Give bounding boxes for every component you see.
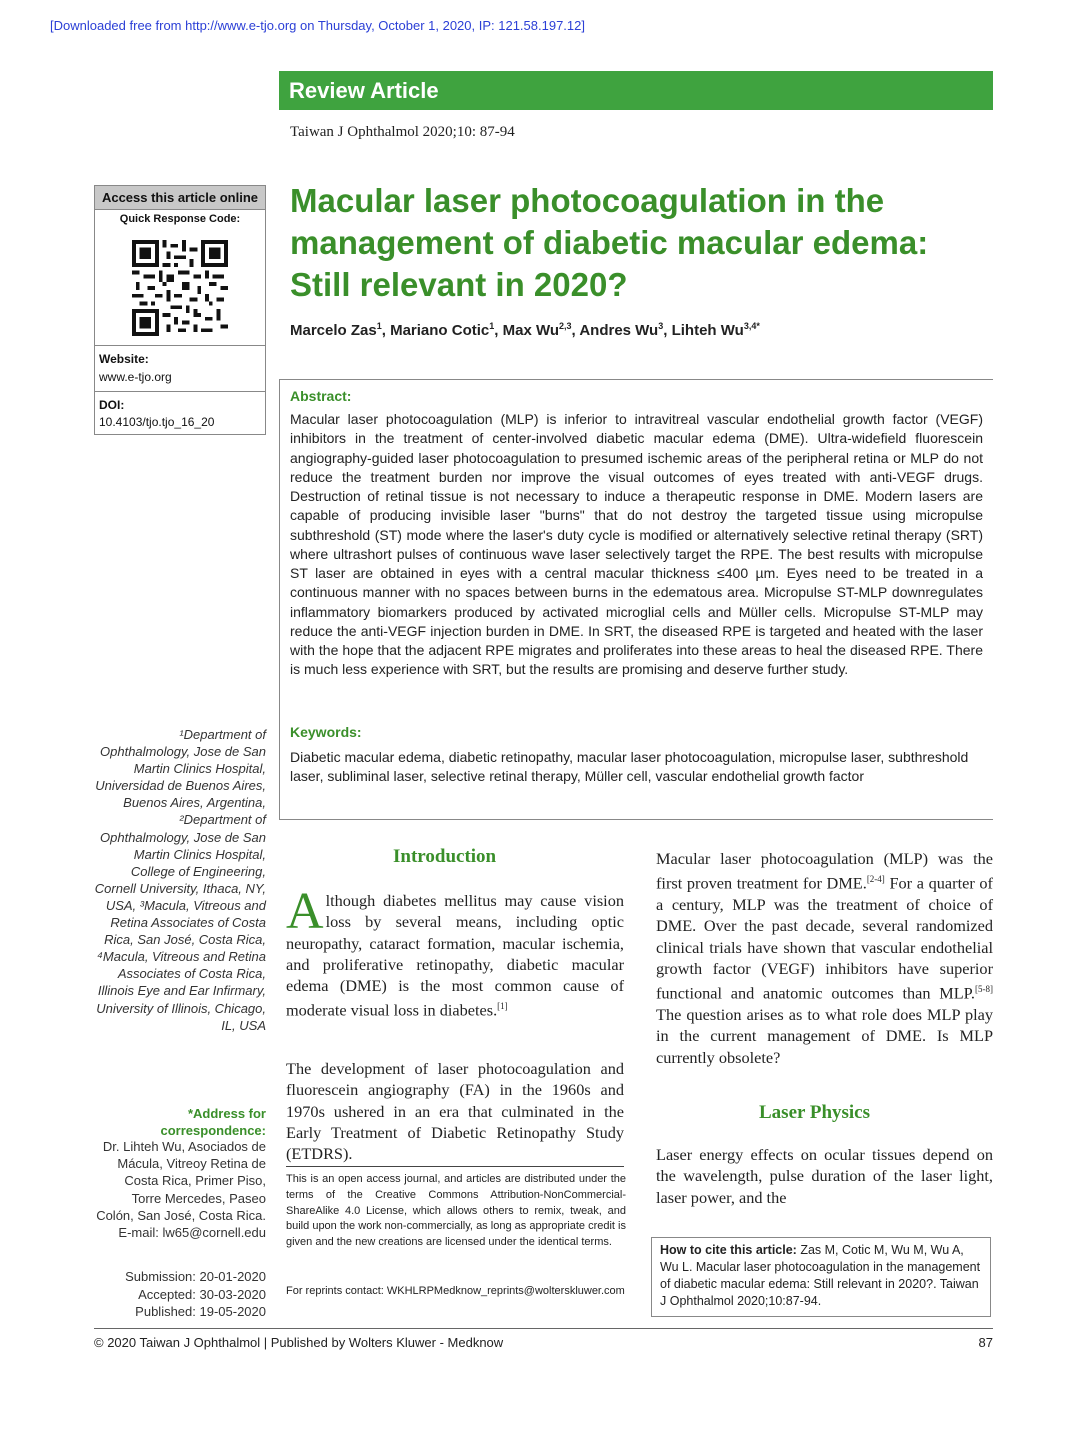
download-banner: [Downloaded free from http://www.e-tjo.org on Thursday, October 1, 2020, IP: 121.58.197.12] xyxy=(50,18,585,33)
article-dates xyxy=(94,1268,266,1321)
submission-date: Submission: 20-01-2020 xyxy=(125,1269,266,1284)
abstract-left-rule xyxy=(279,379,280,819)
divider xyxy=(95,345,265,346)
published-date: Published: 19-05-2020 xyxy=(135,1304,266,1319)
page-number: 87 xyxy=(978,1335,993,1350)
correspondence-text: Dr. Lihteh Wu, Asociados de Mácula, Vitreoy Retina de Costa Rica, Primer Piso, Torre Mercedes, Paseo Colón, San José, Costa Rica. E-mail: lw65@cornell.edu xyxy=(96,1139,266,1241)
author-aff: 2,3 xyxy=(559,321,572,331)
author-name: Mariano Cotic xyxy=(390,322,490,339)
article-type-label: Review Article xyxy=(289,78,439,103)
author-name: Lihteh Wu xyxy=(671,322,744,339)
access-article-box xyxy=(94,185,266,435)
author-name: Andres Wu xyxy=(579,322,659,339)
article-title: Macular laser photocoagulation in the management of diabetic macular edema: Still relevant in 2020? xyxy=(290,182,929,303)
affiliations: ¹Department of Ophthalmology, Jose de San Martin Clinics Hospital, Universidad de Buenos Aires, Buenos Aires, Argentina, ²Department of Ophthalmology, Jose de San Martin Clinics Hospital, College of Engineering, Cornell University, Ithaca, NY, USA, ³Macula, Vitreous and Retina Associates of Costa Rica, San José, Costa Rica, ⁴Macula, Vitreous and Retina Associates of Costa Rica, Illinois Eye and Ear Infirmary, University of Illinois, Chicago, IL, USA xyxy=(94,727,266,1033)
access-header: Access this article online xyxy=(95,186,265,210)
correspondence-label: *Address for correspondence: xyxy=(160,1106,266,1138)
author-aff: 3 xyxy=(658,321,664,331)
right-paragraph-1 xyxy=(656,848,993,1068)
author-name: Max Wu xyxy=(502,322,560,339)
dropcap: A xyxy=(286,883,324,940)
footer-copyright: © 2020 Taiwan J Ophthalmol | Published by Wolters Kluwer - Medknow xyxy=(94,1335,504,1350)
body-text: The question arises as to what role does MLP play in the current management of DME. Is MLP currently obsolete? xyxy=(656,1004,993,1067)
citation-ref[interactable]: [1] xyxy=(497,1001,508,1012)
how-to-cite-label: How to cite this article: xyxy=(660,1243,797,1257)
author-aff: 1 xyxy=(489,321,495,331)
author-aff: 1 xyxy=(376,321,382,331)
license-rule xyxy=(286,1166,624,1167)
website-label: Website: xyxy=(99,352,149,366)
journal-citation: Taiwan J Ophthalmol 2020;10: 87-94 xyxy=(290,124,515,140)
accepted-date: Accepted: 30-03-2020 xyxy=(138,1286,266,1302)
author-name: Marcelo Zas xyxy=(290,322,377,339)
reprints-text: For reprints contact: WKHLRPMedknow_reprints@wolterskluwer.com xyxy=(286,1285,625,1297)
website-link[interactable]: www.e-tjo.org xyxy=(99,370,172,384)
how-to-cite-text: Zas M, Cotic M, Wu M, Wu A, Wu L. Macular laser photocoagulation in the management of diabetic macular edema: Still relevant in 2020?. Taiwan J Ophthalmol 2020;10:87-94. xyxy=(660,1243,981,1308)
intro-paragraph-2: The development of laser photocoagulation and fluorescein angiography (FA) in the 1960s and 1970s ushered in an era that culminated in the Early Treatment of Diabetic Retinopathy Study (ETDRS). xyxy=(286,1059,624,1164)
divider xyxy=(95,391,265,392)
laser-physics-heading: Laser Physics xyxy=(759,1102,871,1123)
how-to-cite-box xyxy=(651,1237,991,1317)
body-text: For a quarter of a century, MLP was the treatment of choice of DME. Over the past decade, several randomized clinical trials have shown that vascular endothelial growth factor (VEGF) inhibitors have superior functional and anatomic outcomes than MLP. xyxy=(656,873,993,1003)
body-text: Macular laser photocoagulation (MLP) was the first proven treatment for DME. xyxy=(656,849,993,893)
citation-ref[interactable]: [2-4] xyxy=(866,874,885,885)
qr-label: Quick Response Code: xyxy=(119,213,241,225)
author-list: Marcelo Zas$^1$, Mariano Cotic$^1$, Max Wu$^{2,3}$, Andres Wu$^3$, Lihteh $Wu^{3,4*}$ xyxy=(290,321,760,339)
qr-code-icon[interactable] xyxy=(132,240,228,336)
intro-paragraph-1 xyxy=(286,883,624,1021)
license-text: This is an open access journal, and articles are distributed under the terms of the Creative Commons Attribution-NonCommercial-ShareAlike 4.0 License, which allows others to remix, tweak, and build upon the work non-commercially, as long as appropriate credit is given and the new creations are licensed under the identical terms. xyxy=(286,1173,626,1249)
keywords-heading: Keywords: xyxy=(290,724,362,740)
laser-paragraph: Laser energy effects on ocular tissues depend on the wavelength, pulse duration of the laser light, laser power, and the xyxy=(656,1145,993,1207)
abstract-text: Macular laser photocoagulation (MLP) is inferior to intravitreal vascular endothelial growth factor (VEGF) inhibitors in the treatment of center-involved diabetic macular edema (DME). Ultra-widefield fluorescein angiography-guided laser photocoagulation to presumed ischemic areas of the peripheral retina or MLP do not reduce the treatment burden nor improve the visual outcomes of eyes treated with anti-VEGF drugs. Destruction of retinal tissue is not necessary to induce a therapeutic response in DME. Modern lasers are capable of producing invisible laser "burns" that do not destroy the targeted tissue using micropulse subthreshold (ST) mode where the laser's duty cycle is modified or alternatively selective retinal therapy (SRT) where ultrashort pulses of continuous wave laser selectively target the RPE. The best results with micropulse ST laser are obtained in eyes with a central macular thickness ≤400 µm. Eyes need to be treated in a continuous manner with no spaces between burns in the edematous area. Micropulse ST-MLP downregulates inflammatory biomarkers produced by activated microglial cells and Müller cells. Micropulse ST-MLP may reduce the anti-VEGF injection burden in DME. In SRT, the diseased RPE is targeted and heated with the laser with the hope that the adjacent RPE migrates and proliferates into these areas to heal the diseased RPE. There is much less experience with SRT, but the results are promising and deserve further study. xyxy=(290,411,983,678)
citation-ref[interactable]: [5-8] xyxy=(975,984,993,995)
intro-text: lthough diabetes mellitus may cause vision loss by several means, including optic neuropathy, cataract formation, macular ischemia, and proliferative retinopathy, diabetic macular edema (DME) is the most common cause of moderate visual loss in diabetes. xyxy=(286,891,624,1020)
doi-link[interactable]: 10.4103/tjo.tjo_16_20 xyxy=(99,415,215,429)
abstract-heading: Abstract: xyxy=(290,388,352,404)
footer-rule xyxy=(94,1328,993,1329)
author-aff: 3,4* xyxy=(743,321,760,331)
doi-label: DOI: xyxy=(99,398,125,412)
article-type-bar xyxy=(279,71,993,110)
introduction-heading: Introduction xyxy=(393,846,497,867)
abstract-top-rule xyxy=(279,379,993,380)
keywords-text: Diabetic macular edema, diabetic retinopathy, macular laser photocoagulation, micropulse laser, subthreshold laser, subliminal laser, selective retinal therapy, Müller cell, vascular endothelial growth factor xyxy=(290,749,969,784)
abstract-bottom-rule xyxy=(279,819,993,820)
